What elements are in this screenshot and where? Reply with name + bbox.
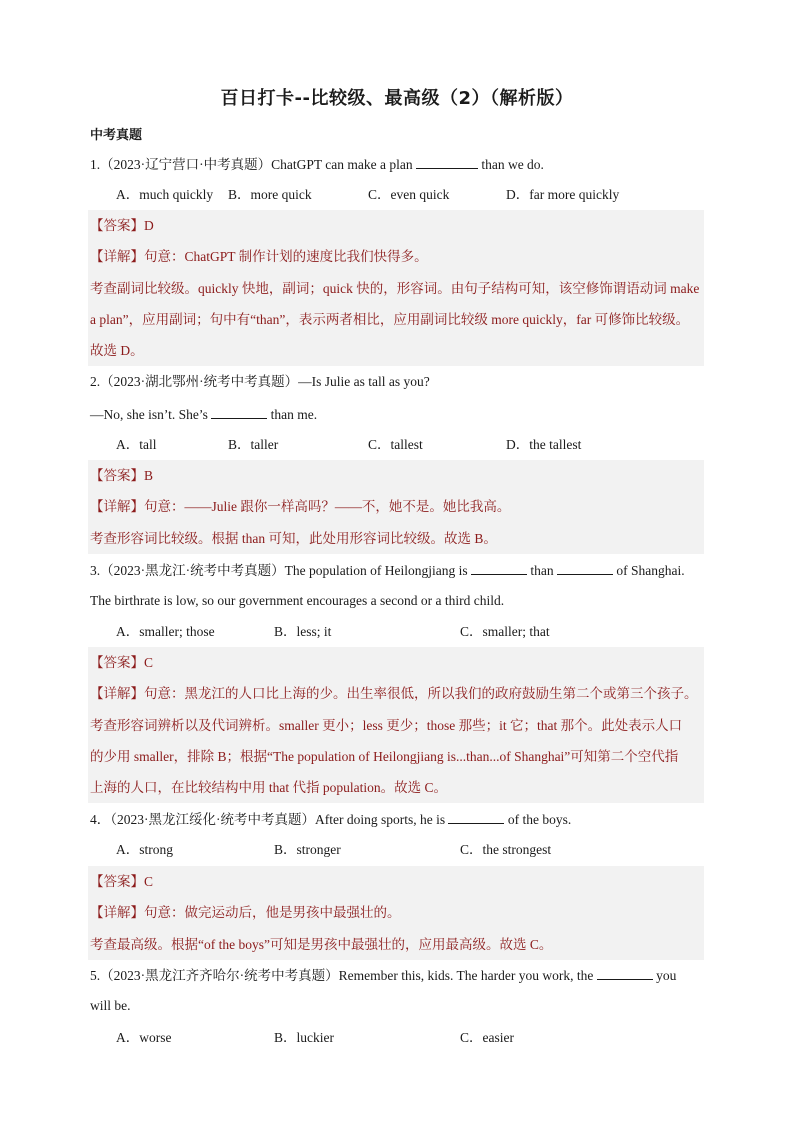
question-4-options xyxy=(90,840,710,860)
page-title: 百日打卡--比较级、最高级（2）（解析版） xyxy=(220,88,574,109)
stem-text: you xyxy=(652,968,677,983)
stem-text: —No, she isn’t. She’s xyxy=(90,407,212,422)
question-3-stem-line2: The birthrate is low, so our government encourages a second or a third child. xyxy=(90,593,505,608)
stem-text: 1.（2023·辽宁营口·中考真题）ChatGPT can make a plan xyxy=(90,157,416,172)
option-c: C．easier xyxy=(460,1030,514,1045)
option-c: C．tallest xyxy=(368,437,423,452)
option-c: C．even quick xyxy=(368,187,450,202)
detail-text: 【详解】句意：做完运动后，他是男孩中最强壮的。 xyxy=(90,905,401,920)
option-a: A．worse xyxy=(116,1030,172,1045)
answer-label: 【答案】D xyxy=(90,218,154,233)
answer-blank xyxy=(557,560,613,575)
explanation-line: 考查副词比较级。quickly 快地，副词；quick 快的，形容词。由句子结构可知，该空修饰谓语动词 make xyxy=(90,281,700,296)
option-b: B．taller xyxy=(228,437,279,452)
answer-box-2 xyxy=(88,460,704,554)
option-a: A．much quickly xyxy=(116,187,214,202)
question-2-options xyxy=(90,435,710,455)
option-b: B．less; it xyxy=(274,624,332,639)
option-b: B．more quick xyxy=(228,187,312,202)
question-3-stem-line1 xyxy=(90,560,685,581)
answer-label: 【答案】B xyxy=(90,468,154,483)
option-a: A．smaller; those xyxy=(116,624,215,639)
option-c: C．smaller; that xyxy=(460,624,550,639)
question-2-stem-line1: 2.（2023·湖北鄂州·统考中考真题）—Is Julie as tall as you? xyxy=(90,374,430,389)
question-2-stem-line2 xyxy=(90,404,317,425)
answer-box-1 xyxy=(88,210,704,366)
detail-text: 【详解】句意：ChatGPT 制作计划的速度比我们快得多。 xyxy=(90,249,428,264)
stem-text: 5.（2023·黑龙江齐齐哈尔·统考中考真题）Remember this, kids. The harder you work, the xyxy=(90,968,597,983)
explanation-line: 故选 D。 xyxy=(90,343,144,358)
question-3-options xyxy=(90,622,710,642)
stem-text: of the boys. xyxy=(504,812,572,827)
explanation-line: 考查最高级。根据“of the boys”可知是男孩中最强壮的，应用最高级。故选 C。 xyxy=(90,937,553,952)
option-d: D．the tallest xyxy=(506,437,582,452)
stem-text: of Shanghai. xyxy=(612,563,685,578)
question-5-stem-line2: will be. xyxy=(90,998,131,1013)
stem-text: than xyxy=(526,563,557,578)
option-b: B．luckier xyxy=(274,1030,334,1045)
explanation-line: 的少用 smaller，排除 B；根据“The population of Heilongjiang is...than...of Shanghai”可知第二个空代指 xyxy=(90,749,679,764)
section-heading: 中考真题 xyxy=(90,128,143,143)
option-b: B．stronger xyxy=(274,842,341,857)
option-a: A．tall xyxy=(116,437,157,452)
detail-text: 【详解】句意：黑龙江的人口比上海的少。出生率很低，所以我们的政府鼓励生第二个或第三个孩子。 xyxy=(90,686,698,701)
answer-blank xyxy=(211,404,267,419)
explanation-line: a plan”，应用副词；句中有“than”，表示两者相比，应用副词比较级 more quickly，far 可修饰比较级。 xyxy=(90,312,690,327)
question-1-stem xyxy=(90,154,544,175)
question-4-stem xyxy=(90,809,571,830)
explanation-line: 上海的人口，在比较结构中用 that 代指 population。故选 C。 xyxy=(90,780,447,795)
stem-text: 3.（2023·黑龙江·统考中考真题）The population of Heilongjiang is xyxy=(90,563,471,578)
answer-blank xyxy=(448,809,504,824)
option-a: A．strong xyxy=(116,842,173,857)
option-d: D．far more quickly xyxy=(506,187,620,202)
stem-text: than me. xyxy=(267,407,318,422)
answer-blank xyxy=(597,965,653,980)
question-5-stem-line1 xyxy=(90,965,676,986)
answer-blank xyxy=(471,560,527,575)
explanation-line: 考查形容词辨析以及代词辨析。smaller 更小；less 更少；those 那些；it 它；that 那个。此处表示人口 xyxy=(90,718,683,733)
stem-text: than we do. xyxy=(477,157,544,172)
answer-label: 【答案】C xyxy=(90,655,154,670)
answer-label: 【答案】C xyxy=(90,874,154,889)
stem-text: 4．（2023·黑龙江绥化·统考中考真题）After doing sports, he is xyxy=(90,812,449,827)
question-5-options xyxy=(90,1028,710,1048)
answer-blank xyxy=(416,154,478,169)
question-1-options xyxy=(90,185,710,205)
answer-box-3 xyxy=(88,647,704,803)
answer-box-4 xyxy=(88,866,704,960)
option-c: C．the strongest xyxy=(460,842,552,857)
detail-text: 【详解】句意：——Julie 跟你一样高吗？——不，她不是。她比我高。 xyxy=(90,499,511,514)
explanation-line: 考查形容词比较级。根据 than 可知，此处用形容词比较级。故选 B。 xyxy=(90,531,497,546)
